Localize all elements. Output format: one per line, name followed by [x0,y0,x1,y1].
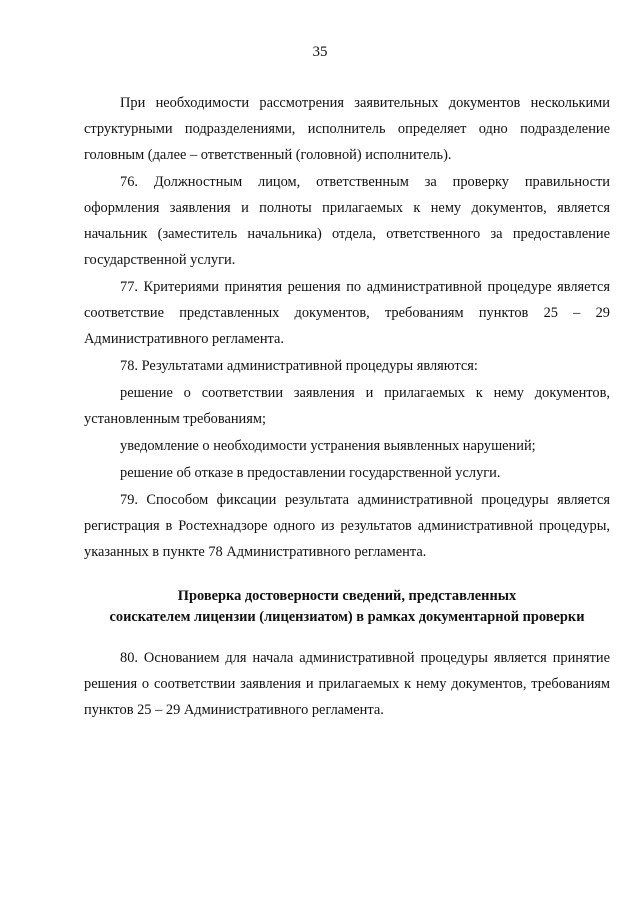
paragraph-76: 76. Должностным лицом, ответственным за проверку правильности оформления заявления и полноты прилагаемых к нему документов, является начальник (заместитель начальника) отдела, ответственного за предоставление государственной услуги. [84,174,610,268]
section-heading-line-1: Проверка достоверности сведений, представленных [177,588,517,604]
paragraph-intro: При необходимости рассмотрения заявительных документов несколькими структурными подразделениями, исполнитель определяет одно подразделение головным (далее – ответственный (головной) исполнитель). [84,95,610,163]
paragraph-80: 80. Основанием для начала административной процедуры является принятие решения о соответствии заявления и прилагаемых к нему документов, требованиям пунктов 25 – 29 Административного регламента. [84,650,610,718]
paragraph-79: 79. Способом фиксации результата административной процедуры является регистрация в Ростехнадзоре одного из результатов административной процедуры, указанных в пункте 78 Административного регламента. [84,492,610,560]
paragraph-78-item-1: решение о соответствии заявления и прилагаемых к нему документов, установленным требованиям; [84,385,610,427]
paragraph-78: 78. Результатами административной процедуры являются: [120,358,478,374]
section-heading [84,586,610,628]
section-heading-line-2: соискателем лицензии (лицензиатом) в рамках документарной проверки [109,609,585,625]
paragraph-77: 77. Критериями принятия решения по административной процедуре является соответствие представленных документов, требованиям пунктов 25 – 29 Административного регламента. [84,279,610,347]
paragraph-78-item-3: решение об отказе в предоставлении государственной услуги. [120,465,501,481]
body-text-bottom [84,645,610,723]
page-number: 35 [312,44,328,60]
body-text-top [84,90,610,565]
paragraph-78-item-2: уведомление о необходимости устранения выявленных нарушений; [120,438,536,454]
